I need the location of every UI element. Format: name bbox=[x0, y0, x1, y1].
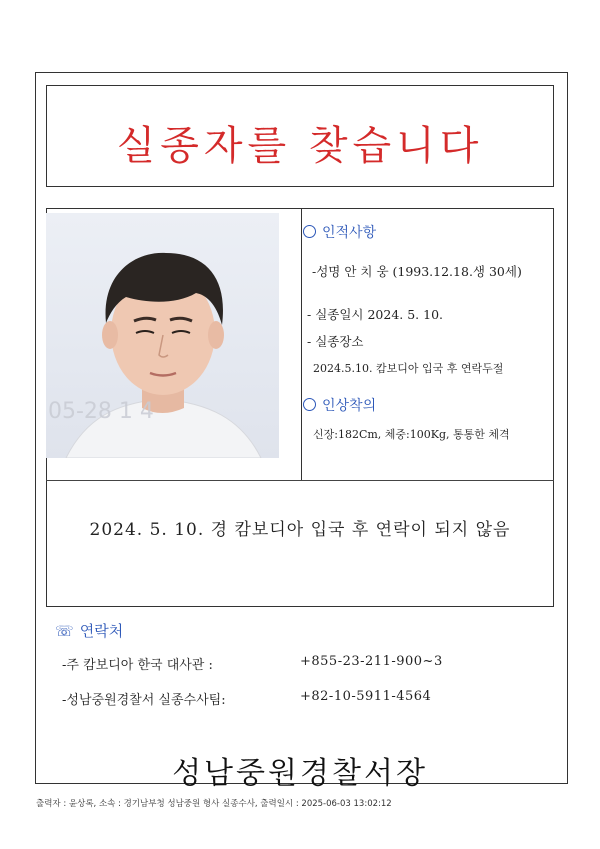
personal-header-text: 인적사항 bbox=[322, 225, 377, 241]
appearance-description: 신장:182Cm, 체중:100Kg, 통통한 체격 bbox=[313, 428, 510, 441]
print-footer: 출력자 : 윤상록, 소속 : 경기남부청 성남중원 형사 실종수사, 출력일시 : 2025-06-03 13:02:12 bbox=[36, 799, 392, 809]
contact-header bbox=[55, 620, 123, 641]
missing-date-line: - 실종일시 2024. 5. 10. bbox=[307, 307, 444, 322]
portrait-image bbox=[46, 213, 279, 458]
circle-bullet-icon bbox=[303, 398, 316, 411]
contact-phone-police[interactable]: +82-10-5911-4564 bbox=[300, 689, 432, 704]
contact-header-text: 연락처 bbox=[79, 622, 124, 640]
title-box bbox=[46, 85, 554, 187]
missing-place-value: 2024.5.10. 캄보디아 입국 후 연락두절 bbox=[313, 362, 504, 375]
appearance-header-text: 인상착의 bbox=[322, 398, 377, 414]
name-line: -성명 안 치 웅 (1993.12.18.생 30세) bbox=[312, 264, 522, 279]
poster-title: 실종자를 찾습니다 bbox=[116, 123, 484, 169]
photo-divider bbox=[301, 208, 302, 480]
phone-icon: ☏ bbox=[55, 622, 74, 640]
missing-person-photo bbox=[46, 213, 279, 458]
contact-phone-embassy[interactable]: +855-23-211-900~3 bbox=[300, 654, 443, 669]
contact-label-police: -성남중원경찰서 실종수사팀: bbox=[62, 693, 226, 708]
appearance-section-header bbox=[303, 395, 376, 415]
photo-date-stamp: 05-28 1 4 bbox=[48, 399, 154, 424]
missing-place-label: - 실종장소 bbox=[307, 334, 364, 349]
contact-label-embassy: -주 캄보디아 한국 대사관 : bbox=[62, 658, 213, 673]
personal-section-header bbox=[303, 222, 376, 242]
info-divider bbox=[46, 480, 554, 481]
station-chief-signature: 성남중원경찰서장 bbox=[172, 756, 428, 791]
notice-text: 2024. 5. 10. 경 캄보디아 입국 후 연락이 되지 않음 bbox=[89, 520, 511, 540]
circle-bullet-icon bbox=[303, 225, 316, 238]
